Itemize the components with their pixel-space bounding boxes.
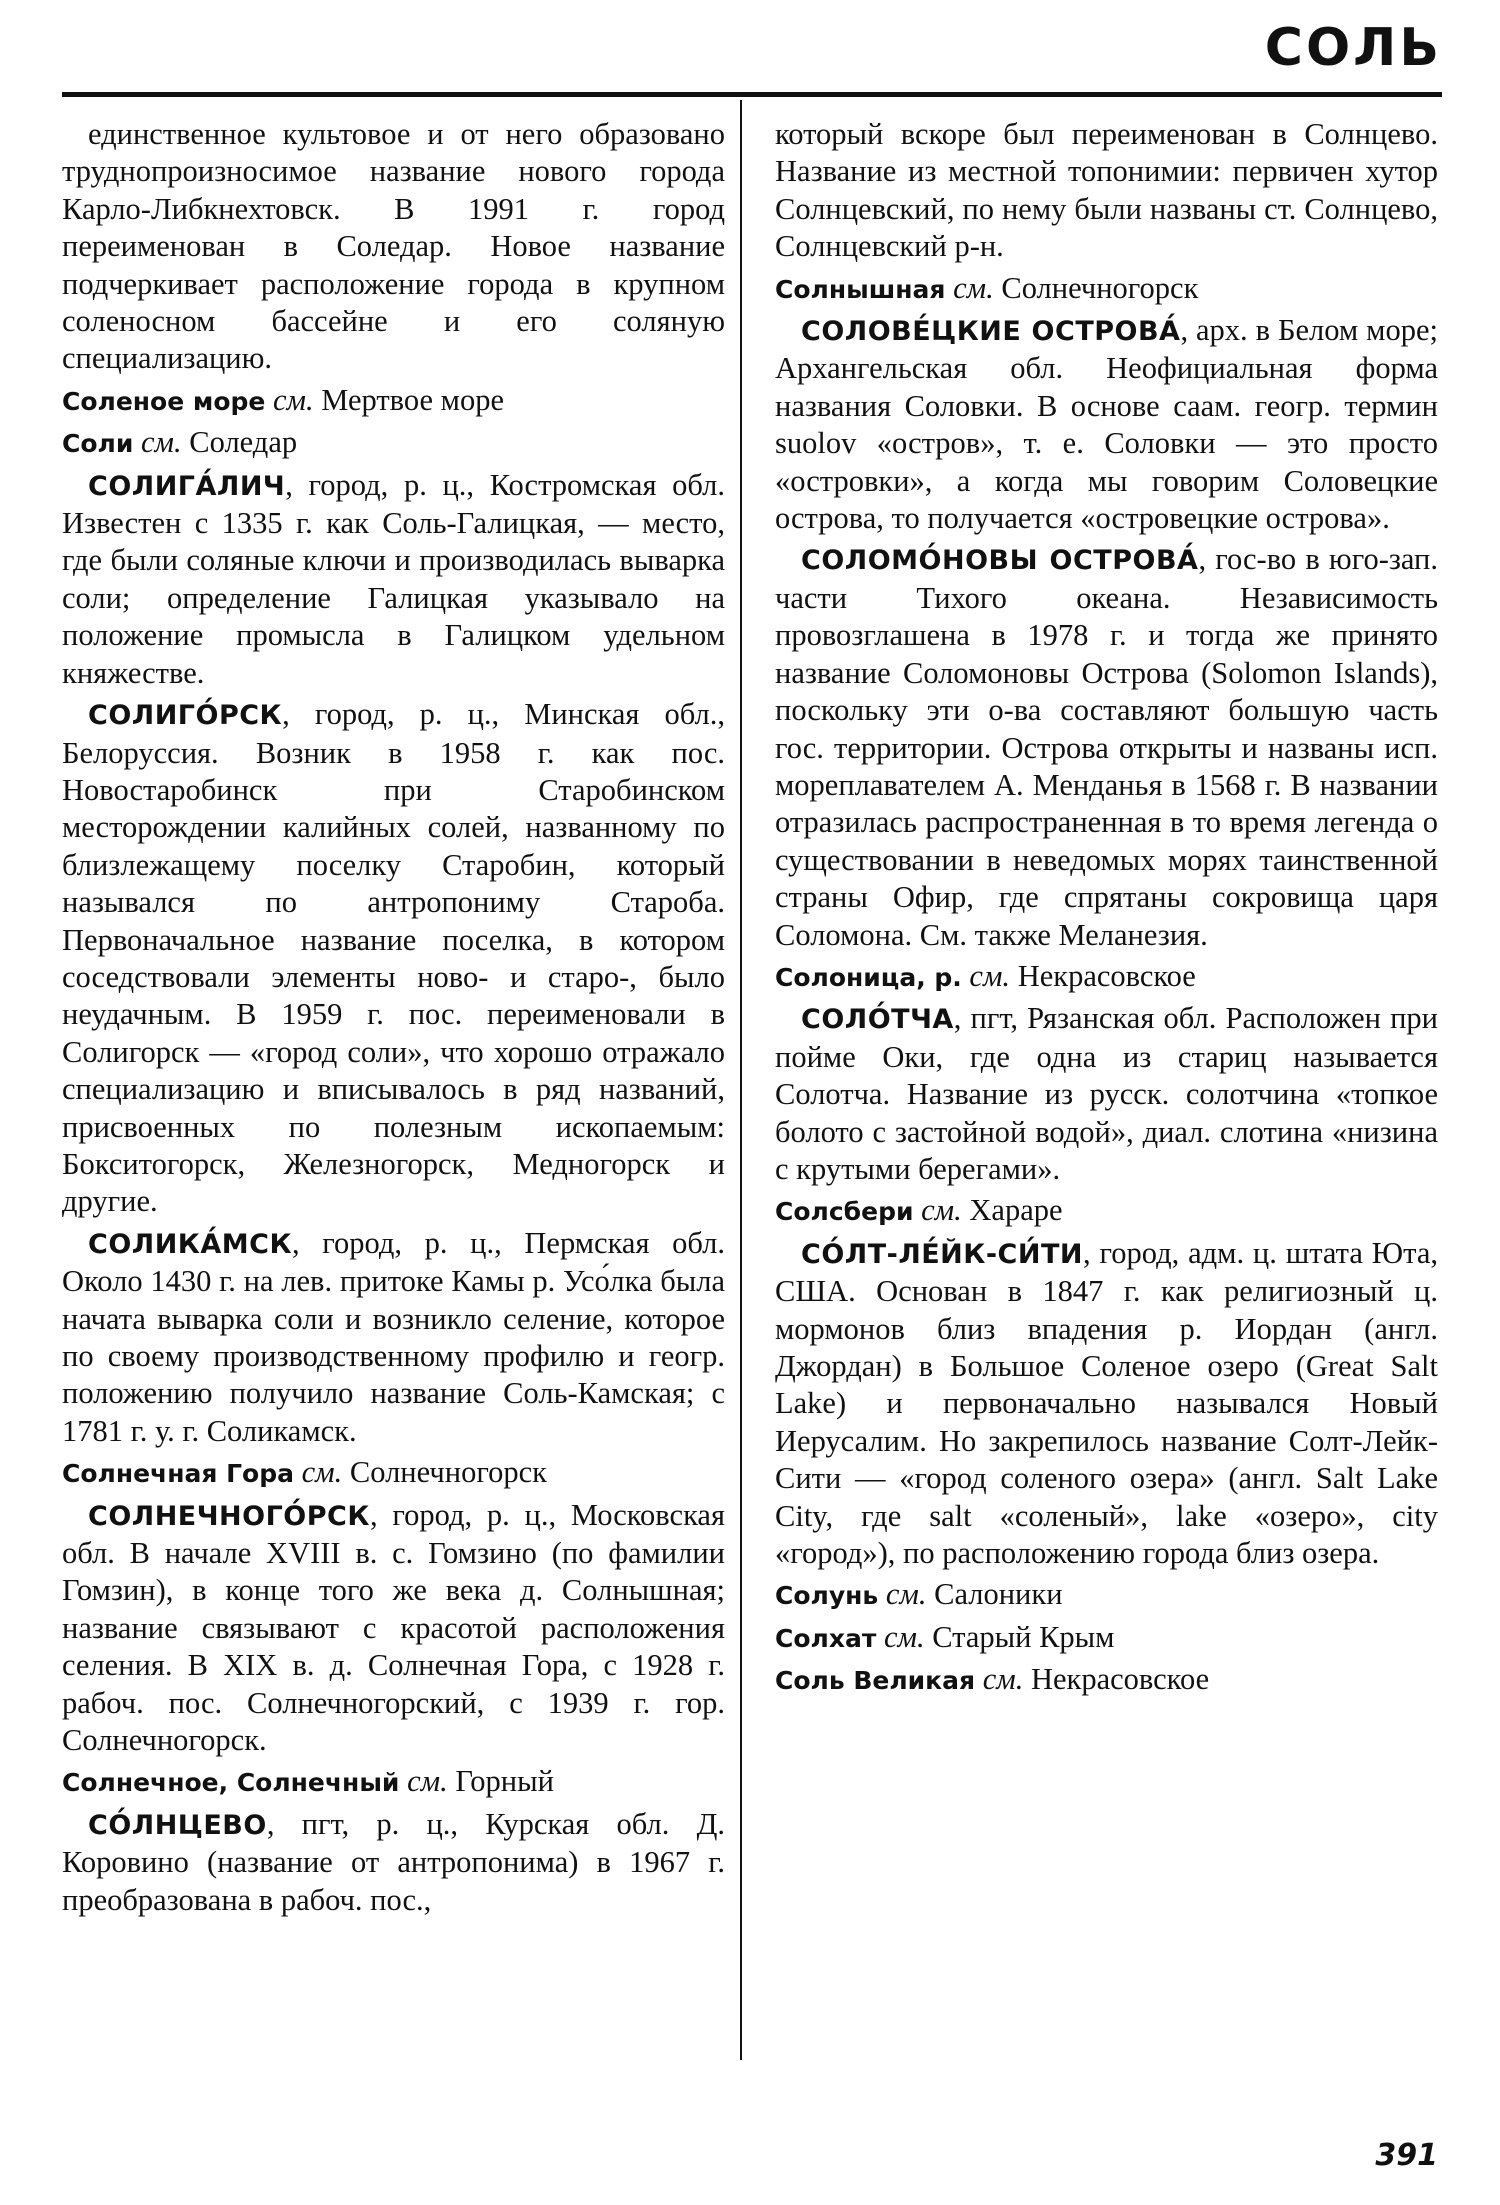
dictionary-entry bbox=[775, 312, 1438, 537]
dictionary-entry bbox=[62, 1806, 725, 1919]
cross-reference bbox=[775, 270, 1438, 308]
xref-headword: Солнечная Гора bbox=[62, 1459, 294, 1489]
entry-headword: СОЛОМО́НОВЫ ОСТРОВА́ bbox=[801, 545, 1199, 577]
see-marker: см. bbox=[883, 1619, 925, 1654]
xref-target: Солнечногорск bbox=[349, 1455, 547, 1490]
cross-reference bbox=[775, 1576, 1438, 1614]
column-divider bbox=[740, 100, 742, 2060]
xref-headword: Солнечное, Солнечный bbox=[62, 1768, 400, 1798]
entry-headword: СОЛО́ТЧА bbox=[801, 1004, 954, 1036]
entry-text: , город, р. ц., Пермская обл. Около 1430 г. на лев. притоке Камы р. Усо́лка была начата выварка соли и возникло селение, которое по своему производственному профилю и геогр. положению получило название Соль-Камская; с 1781 г. у. г. Соликамск. bbox=[62, 1225, 725, 1448]
cross-reference bbox=[775, 958, 1438, 996]
xref-target: Салоники bbox=[934, 1577, 1063, 1612]
entry-headword: СОЛИГА́ЛИЧ bbox=[88, 470, 286, 502]
xref-target: Соледар bbox=[189, 425, 298, 460]
xref-target: Мертвое море bbox=[321, 382, 504, 417]
entry-text: , город, р. ц., Московская обл. В начале XVIII в. с. Гомзино (по фамилии Гомзин), в конце того же века д. Солнышная; название связывают с красотой расположения селения. В XIX в. д. Солнечная Гора, с 1928 г. рабоч. пос. Солнечногорский, с 1939 г. гор. Солнечногорск. bbox=[62, 1497, 725, 1758]
xref-target: Горный bbox=[455, 1764, 554, 1799]
cross-reference bbox=[62, 382, 725, 420]
entry-headword: СОЛИГО́РСК bbox=[88, 700, 283, 732]
entry-headword: СО́ЛТ-ЛЕ́ЙК-СИ́ТИ bbox=[801, 1238, 1083, 1270]
entry-continuation: который вскоре был переименован в Солнцево. Название из местной топонимии: первичен хутор Солнцевский, по нему были названы ст. Солнцево, Солнцевский р-н. bbox=[775, 117, 1438, 264]
left-column bbox=[62, 116, 725, 1923]
cross-reference bbox=[775, 1192, 1438, 1230]
running-head: СОЛЬ bbox=[1264, 18, 1442, 78]
entry-headword: СОЛНЕЧНОГО́РСК bbox=[88, 1500, 370, 1532]
see-marker: см. bbox=[953, 270, 994, 305]
xref-target: Старый Крым bbox=[932, 1619, 1115, 1654]
cross-reference bbox=[775, 1619, 1438, 1657]
entry-text: , гос-во в юго-зап. части Тихого океана. Независимость провозглашена в 1978 г. и тогда же принято название Соломоновы Острова (Solomon Islands), поскольку эти о-ва составляют большую часть гос. территории. Острова открыты и названы исп. мореплавателем А. Менданья в 1568 г. В названии отразилась распространенная в то время легенда о существовании в неведомых морях таинственной страны Офир, где спрятаны сокровища царя Соломона. См. также Меланезия. bbox=[775, 542, 1438, 952]
xref-headword: Солунь bbox=[775, 1581, 879, 1611]
xref-headword: Соль Великая bbox=[775, 1666, 976, 1696]
entry-text: , пгт, р. ц., Курская обл. Д. Коровино (название от антропонима) в 1967 г. преобразована в рабоч. пос., bbox=[62, 1806, 725, 1917]
xref-headword: Солхат bbox=[775, 1623, 877, 1653]
see-marker: см. bbox=[885, 1577, 927, 1612]
dictionary-entry bbox=[62, 1497, 725, 1760]
cross-reference bbox=[62, 1763, 725, 1801]
entry-text: , арх. в Белом море; Архангельская обл. Неофициальная форма названия Соловки. В основе саам. геогр. термин suolov «остров», т. е. Соловки — это просто «островки», а когда мы говорим Соловецкие острова, то получается «островецкие острова». bbox=[775, 313, 1438, 536]
cross-reference bbox=[62, 424, 725, 462]
xref-target: Некрасовское bbox=[1030, 1662, 1210, 1697]
dictionary-entry bbox=[775, 1235, 1438, 1573]
entry-text: , город, р. ц., Костромская обл. Известен с 1335 г. как Соль-Галицкая, — место, где были соляные ключи и производилась выварка соли; определение Галицкая указывало на положение промысла в Галицком удельном княжестве. bbox=[62, 467, 725, 690]
see-marker: см. bbox=[969, 958, 1011, 993]
entry-text: , пгт, Рязанская обл. Расположен при пойме Оки, где одна из стариц называется Солотча. Название из русск. солотчина «топкое болото с застойной водой», диал. слотина «низина с крутыми берегами». bbox=[775, 1001, 1438, 1186]
entry-headword: СОЛОВЕ́ЦКИЕ ОСТРОВА́ bbox=[801, 316, 1181, 348]
xref-target: Хараре bbox=[969, 1193, 1063, 1228]
dictionary-entry bbox=[775, 541, 1438, 953]
xref-target: Некрасовское bbox=[1017, 958, 1196, 993]
page-number: 391 bbox=[1375, 2138, 1438, 2173]
dictionary-entry bbox=[62, 696, 725, 1221]
cross-reference bbox=[62, 1454, 725, 1492]
dictionary-entry bbox=[775, 1000, 1438, 1188]
entry-text: , город, адм. ц. штата Юта, США. Основан в 1847 г. как религиозный ц. мормонов близ впадения р. Иордан (англ. Джордан) в Большое Соленое озеро (Great Salt Lake) и первоначально назывался Новый Иерусалим. Но закрепилось название Солт-Лейк-Сити — «город соленого озера» (англ. Salt Lake City, где salt «соленый», lake «озеро», city «город»), по расположению города близ озера. bbox=[775, 1235, 1438, 1571]
xref-headword: Соли bbox=[62, 429, 134, 459]
see-marker: см. bbox=[301, 1455, 343, 1490]
see-marker: см. bbox=[140, 425, 182, 460]
entry-headword: СО́ЛНЦЕВО bbox=[88, 1809, 267, 1841]
xref-headword: Солоница, р. bbox=[775, 962, 962, 992]
dictionary-entry bbox=[62, 1225, 725, 1450]
xref-headword: Соленое море bbox=[62, 386, 266, 416]
xref-target: Солнечногорск bbox=[1001, 270, 1199, 305]
see-marker: см. bbox=[272, 382, 314, 417]
dictionary-entry bbox=[62, 467, 725, 692]
entry-continuation: единственное культовое и от него образовано труднопроизносимое название нового города Карло-Либкнехтовск. В 1991 г. город переименован в Соледар. Новое название подчеркивает расположение города в крупном соленосном бассейне и его соляную специализацию. bbox=[62, 117, 725, 376]
header-rule bbox=[62, 92, 1442, 97]
right-column bbox=[775, 116, 1438, 1704]
xref-headword: Солсбери bbox=[775, 1197, 914, 1227]
entry-headword: СОЛИКА́МСК bbox=[88, 1228, 293, 1260]
see-marker: см. bbox=[982, 1662, 1024, 1697]
xref-headword: Солнышная bbox=[775, 274, 946, 304]
see-marker: см. bbox=[921, 1193, 962, 1228]
see-marker: см. bbox=[407, 1764, 448, 1799]
entry-text: , город, р. ц., Минская обл., Белоруссия. Возник в 1958 г. как пос. Новостаробинск при Старобинском месторождении калийных солей, названному по близлежащему поселку Старобин, который назывался по антропониму Староба. Первоначальное название поселка, в котором соседствовали элементы ново- и старо-, было неудачным. В 1959 г. пос. переименовали в Солигорск — «город соли», что хорошо отражало специализацию и вписывалось в ряд названий, присвоенных по полезным ископаемым: Бокситогорск, Железногорск, Медногорск и другие. bbox=[62, 697, 725, 1219]
cross-reference bbox=[775, 1661, 1438, 1699]
